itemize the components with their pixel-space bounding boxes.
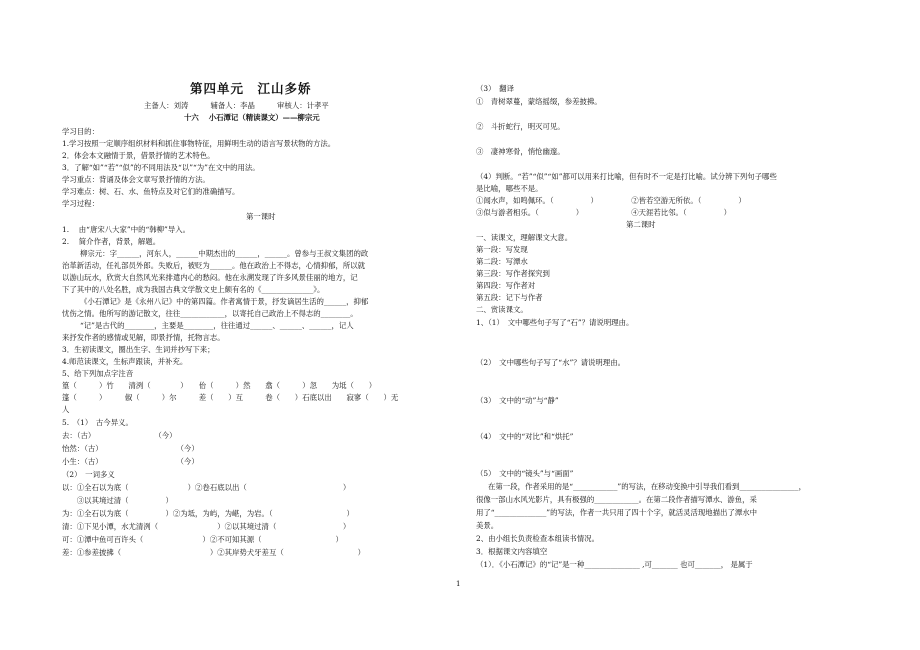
right-text-line: 是比喻，哪些不是。: [476, 184, 543, 193]
left-text-line: 以游山玩水，欣赏大自然风光来排遣内心的愁闷。他在永溯发现了许多风景佳丽的地方，记: [62, 273, 358, 282]
left-text-line: ③以其境过清（ ）: [62, 496, 173, 505]
right-text-line: 第五段：记下与作者: [476, 293, 543, 302]
left-text-line: 主备人：刘涛 辅备人：李晶 审核人：计孝平: [144, 101, 329, 110]
right-text-line: ③ 凄神寒骨，悄怆幽邃。: [476, 147, 565, 156]
left-text-line: 3．生初读课文，圈出生字、生词并抄写下来；: [62, 345, 215, 354]
right-text-line: ② 斗折蛇行，明灭可见。: [476, 122, 565, 131]
right-text-line: 第三段：写作者探究到: [476, 269, 550, 278]
right-text-line: 第二段：写潭水: [476, 257, 528, 266]
left-text-line: （2） 一词多义: [62, 470, 115, 479]
right-text-line: （4） 文中的“对比”和“烘托”: [476, 432, 574, 441]
right-text-line: 一、读课文，理解课文大意。: [476, 233, 573, 242]
left-text-line: 忧伤之情。他所写的游记散文，往往____________，以寄托自己政治上不得志的________。: [62, 309, 358, 318]
page-number: 1: [456, 580, 461, 588]
left-text-line: 1. 由“唐宋八大家”中的“韩柳”导入。: [62, 225, 190, 234]
right-text-line: 1、（1） 文中哪些句子写了“石”？请说明理由。: [476, 318, 634, 327]
left-text-line: 可：①潭中鱼可百许头（ ）②不可知其源（ ）: [62, 535, 343, 544]
left-text-line: 学习目的：: [62, 127, 99, 136]
left-text-line: 下了其中的八处名胜，成为我国古典文学散文史上颇有名的《______________》。: [62, 285, 325, 294]
left-text-line: 治革新活动，任礼部员外郎。失败后，被贬为______。他在政治上不得志，心情抑郁，所以就: [62, 261, 366, 270]
right-text-line: 用了“______________”的写法，作者一共只用了四十个字，就活灵活现地描出了潭水中: [476, 508, 758, 517]
left-text-line: 差：①参差披拂（ ）②其岸势犬牙差互（ ）: [62, 548, 366, 557]
left-text-line: 来抒发作者的感情或见解，即景抒情，托物言志。: [62, 333, 225, 342]
right-text-line: ③似与游者相乐。（ ） ④天涯若比邻。（ ）: [476, 208, 731, 217]
right-text-line: ① 青树翠蔓，蒙络摇缀，参差披拂。: [476, 97, 602, 106]
left-text-line: 为：①全石以为底（ ）②为坻，为屿，为嵁，为岩。（ ）: [62, 509, 354, 518]
right-text-line: 在第一段，作者采用的是“____________”的写法，在移动变换中引导我们看到________________，: [488, 482, 806, 491]
left-text-line: 第四单元 江山多娇: [190, 81, 312, 96]
left-text-line: 清：①下见小潭，水尤清洌（ ）②以其境过清（ ）: [62, 522, 351, 531]
left-text-line: 2．体会本文融情于景，借景抒情的艺术特色。: [62, 151, 215, 160]
left-text-line: 5. （1） 古今异义。: [62, 418, 133, 427]
right-text-line: 很像一部山水风光影片，具有极强的____________。在第二段作者描写潭水、游鱼，采: [476, 495, 757, 504]
left-text-line: 篷（ ） 俶（ ）尔 差（ ）互 卷（ ）石底以出 寂寥（ ）无: [62, 393, 399, 402]
left-text-line: 学习难点：树、石、水、鱼特点及对它们的准确描写。: [62, 187, 240, 196]
right-text-line: 2、由小组长负责检查本组读书情况。: [476, 534, 599, 543]
left-text-line: 十六 小石潭记（精读课文）——柳宗元: [184, 113, 320, 122]
left-text-line: 去：（古） （今）: [62, 431, 177, 440]
left-text-line: 怡然：（古） （今）: [62, 444, 199, 453]
right-text-line: 第二课时: [626, 220, 656, 229]
left-text-line: 学习过程：: [62, 199, 99, 208]
left-text-line: 学习重点：背诵及体会文章写景抒情的方法。: [62, 175, 210, 184]
left-text-line: 以：①全石以为底（ ）②卷石底以出（ ）: [62, 483, 351, 492]
right-text-line: （4）判断。“若”“似”“如”都可以用来打比喻，但有时不一定是打比喻。试分辨下列句子哪些: [476, 172, 777, 181]
right-text-line: （5） 文中的“镜头”与“画面”: [476, 469, 574, 478]
left-text-line: 第一课时: [246, 212, 276, 221]
right-text-line: 第四段：写作者对: [476, 281, 536, 290]
left-text-line: 5、给下列加点字注音: [62, 369, 134, 378]
right-text-line: 二、赏读课文。: [476, 305, 528, 314]
right-text-line: （2） 文中哪些句子写了“水”？请说明理由。: [476, 358, 625, 367]
right-text-line: 美景。: [476, 521, 499, 530]
left-text-line: 1.学习按照一定顺序组织材料和抓住事物特征，用鲜明生动的语言写景状物的方法。: [62, 139, 336, 148]
left-text-line: 4.师范读课文，生标声跟读，并补充。: [62, 357, 188, 366]
left-text-line: 3．了解“如”“若”“似”的不同用法及“以”“为”在文中的用法。: [62, 163, 260, 172]
left-text-line: 2. 简介作者，背景，解题。: [62, 237, 161, 246]
left-text-line: 篁（ ）竹 清洌（ ） 佁（ ）然 翕（ ）忽 为坻（ ）: [62, 381, 377, 390]
left-text-line: 《小石潭记》是《永州八记》中的第四篇。作者寓情于景，抒发谪居生活的______，抑郁: [80, 297, 369, 306]
left-text-line: 人: [62, 405, 70, 414]
left-text-line: 柳宗元：字______，河东人，______中期杰出的______，______。曾参与王叔文集团的政: [80, 249, 369, 258]
right-text-line: 3．根据课文内容填空: [476, 547, 548, 556]
right-text-line: （1）．《小石潭记》的“记”是一种_______________ ,可_______ 也可_______， 是属于: [476, 560, 753, 569]
right-text-line: ①闻水声，如鸣佩环。（ ） ②皆若空游无所依。（ ）: [476, 196, 746, 205]
right-text-line: （3） 翻译: [476, 84, 514, 93]
left-text-line: 小生：（古） （今）: [62, 457, 199, 466]
left-text-line: “记”是古代的________，主要是________，往往通过______、______、______，记人: [80, 321, 354, 330]
right-text-line: 第一段：写发现: [476, 245, 528, 254]
right-text-line: （3） 文中的“动”与“静”: [476, 396, 559, 405]
